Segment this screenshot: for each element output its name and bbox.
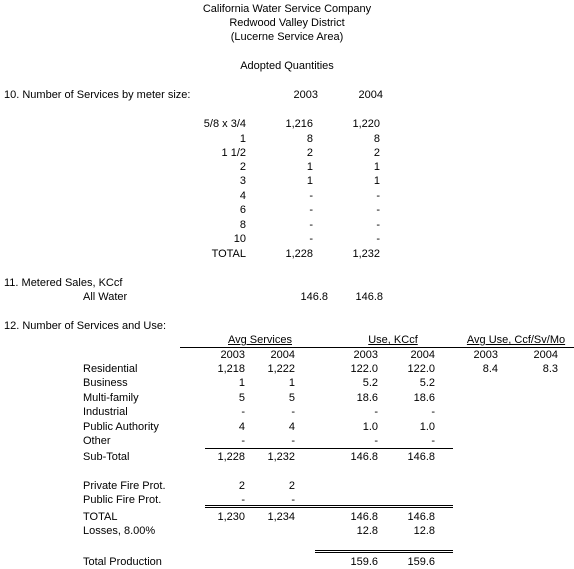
cell-svc2004: 5 xyxy=(288,392,295,404)
subtotal-rule xyxy=(205,448,453,449)
cell-use2003: 122.0 xyxy=(350,363,378,375)
avg-services-header: Avg Services xyxy=(228,334,292,346)
year-header: 2003 xyxy=(220,349,245,361)
meter-size-label: 10 xyxy=(233,233,246,245)
cell-svc2004: 1,222 xyxy=(267,363,295,375)
row-label: Public Authority xyxy=(83,421,159,433)
cell-use2003: 159.6 xyxy=(350,556,378,568)
meter-size-label: TOTAL xyxy=(211,248,246,260)
meter-count-2003: 1,216 xyxy=(285,118,313,130)
all-water-2004: 146.8 xyxy=(355,291,383,303)
cell-use2003: 5.2 xyxy=(362,377,378,389)
meter-count-2004: 1,232 xyxy=(352,248,380,260)
row-label: TOTAL xyxy=(83,511,118,523)
row-label: Total Production xyxy=(83,556,162,568)
header-rule xyxy=(180,347,574,348)
meter-count-2004: 2 xyxy=(373,147,380,159)
section-10-year-2003: 2003 xyxy=(293,89,318,101)
row-label: Multi-family xyxy=(83,392,139,404)
meter-count-2003: - xyxy=(309,190,313,202)
cell-svc2004: - xyxy=(291,406,295,418)
cell-svc2003: 4 xyxy=(238,421,245,433)
cell-svc2003: - xyxy=(241,494,245,506)
total-double-rule xyxy=(205,505,453,506)
cell-use2004: 18.6 xyxy=(413,392,435,404)
production-double-rule xyxy=(315,550,453,551)
year-header: 2004 xyxy=(270,349,295,361)
cell-svc2004: 4 xyxy=(288,421,295,433)
service-area: (Lucerne Service Area) xyxy=(230,31,344,43)
cell-use2003: - xyxy=(374,406,378,418)
meter-count-2003: 8 xyxy=(306,133,313,145)
meter-count-2003: - xyxy=(309,233,313,245)
meter-count-2003: 1 xyxy=(306,161,313,173)
row-label: Business xyxy=(83,377,128,389)
meter-count-2003: - xyxy=(309,219,313,231)
cell-use2003: 18.6 xyxy=(356,392,378,404)
meter-count-2003: 1 xyxy=(306,175,313,187)
cell-use2004: - xyxy=(431,406,435,418)
year-header: 2003 xyxy=(353,349,378,361)
cell-svc2003: 1 xyxy=(238,377,245,389)
meter-count-2003: - xyxy=(309,204,313,216)
meter-size-label: 6 xyxy=(239,204,246,216)
year-header: 2004 xyxy=(533,349,558,361)
row-label: Sub-Total xyxy=(83,451,130,463)
row-label: Public Fire Prot. xyxy=(83,494,162,506)
cell-use2004: - xyxy=(431,435,435,447)
cell-svc2003: 1,228 xyxy=(217,451,245,463)
cell-use2003: 1.0 xyxy=(362,421,378,433)
cell-svc2003: 1,230 xyxy=(217,511,245,523)
cell-use2004: 146.8 xyxy=(407,511,435,523)
district-name: Redwood Valley District xyxy=(229,17,345,29)
cell-svc2003: 5 xyxy=(238,392,245,404)
cell-use2003: - xyxy=(374,435,378,447)
cell-svc2004: - xyxy=(291,435,295,447)
meter-count-2004: - xyxy=(376,219,380,231)
cell-avg2003: 8.4 xyxy=(482,363,498,375)
meter-size-label: 5/8 x 3/4 xyxy=(203,118,246,130)
cell-use2003: 146.8 xyxy=(350,511,378,523)
cell-svc2004: - xyxy=(291,494,295,506)
section-10-year-2004: 2004 xyxy=(358,89,383,101)
cell-svc2004: 1,234 xyxy=(267,511,295,523)
meter-count-2004: 1,220 xyxy=(352,118,380,130)
meter-size-label: 1 1/2 xyxy=(221,147,246,159)
cell-use2003: 146.8 xyxy=(350,451,378,463)
meter-count-2004: - xyxy=(376,190,380,202)
meter-count-2004: 8 xyxy=(373,133,380,145)
cell-svc2003: 2 xyxy=(238,480,245,492)
production-double-rule xyxy=(315,552,453,553)
year-header: 2004 xyxy=(410,349,435,361)
cell-svc2003: - xyxy=(241,406,245,418)
avg-use-header: Avg Use, Ccf/Sv/Mo xyxy=(466,334,566,346)
meter-size-label: 1 xyxy=(239,133,246,145)
meter-count-2003: 1,228 xyxy=(285,248,313,260)
row-label: Losses, 8.00% xyxy=(83,525,156,537)
all-water-2003: 146.8 xyxy=(300,291,328,303)
year-header: 2003 xyxy=(473,349,498,361)
cell-svc2003: 1,218 xyxy=(217,363,245,375)
cell-avg2004: 8.3 xyxy=(542,363,558,375)
cell-use2003: 12.8 xyxy=(356,525,378,537)
all-water-label: All Water xyxy=(83,291,128,303)
total-double-rule xyxy=(205,507,453,508)
meter-count-2004: - xyxy=(376,204,380,216)
cell-use2004: 159.6 xyxy=(407,556,435,568)
row-label: Other xyxy=(83,435,111,447)
meter-size-label: 2 xyxy=(239,161,246,173)
cell-use2004: 5.2 xyxy=(419,377,435,389)
cell-use2004: 146.8 xyxy=(407,451,435,463)
cell-use2004: 122.0 xyxy=(407,363,435,375)
meter-size-label: 4 xyxy=(239,190,246,202)
row-label: Residential xyxy=(83,363,138,375)
use-kccf-header: Use, KCcf xyxy=(368,334,418,346)
meter-count-2004: - xyxy=(376,233,380,245)
cell-svc2003: - xyxy=(241,435,245,447)
meter-size-label: 3 xyxy=(239,175,246,187)
meter-count-2004: 1 xyxy=(373,175,380,187)
meter-count-2004: 1 xyxy=(373,161,380,173)
meter-size-label: 8 xyxy=(239,219,246,231)
row-label: Private Fire Prot. xyxy=(83,480,166,492)
cell-use2004: 1.0 xyxy=(419,421,435,433)
section-10-title: 10. Number of Services by meter size: xyxy=(4,89,191,101)
cell-svc2004: 2 xyxy=(288,480,295,492)
meter-count-2003: 2 xyxy=(306,147,313,159)
section-11-title: 11. Metered Sales, KCcf xyxy=(4,277,123,289)
section-12-title: 12. Number of Services and Use: xyxy=(4,320,167,332)
report-subtitle: Adopted Quantities xyxy=(240,60,334,72)
row-label: Industrial xyxy=(83,406,128,418)
cell-svc2004: 1 xyxy=(288,377,295,389)
cell-svc2004: 1,232 xyxy=(267,451,295,463)
company-name: California Water Service Company xyxy=(202,3,372,15)
cell-use2004: 12.8 xyxy=(413,525,435,537)
